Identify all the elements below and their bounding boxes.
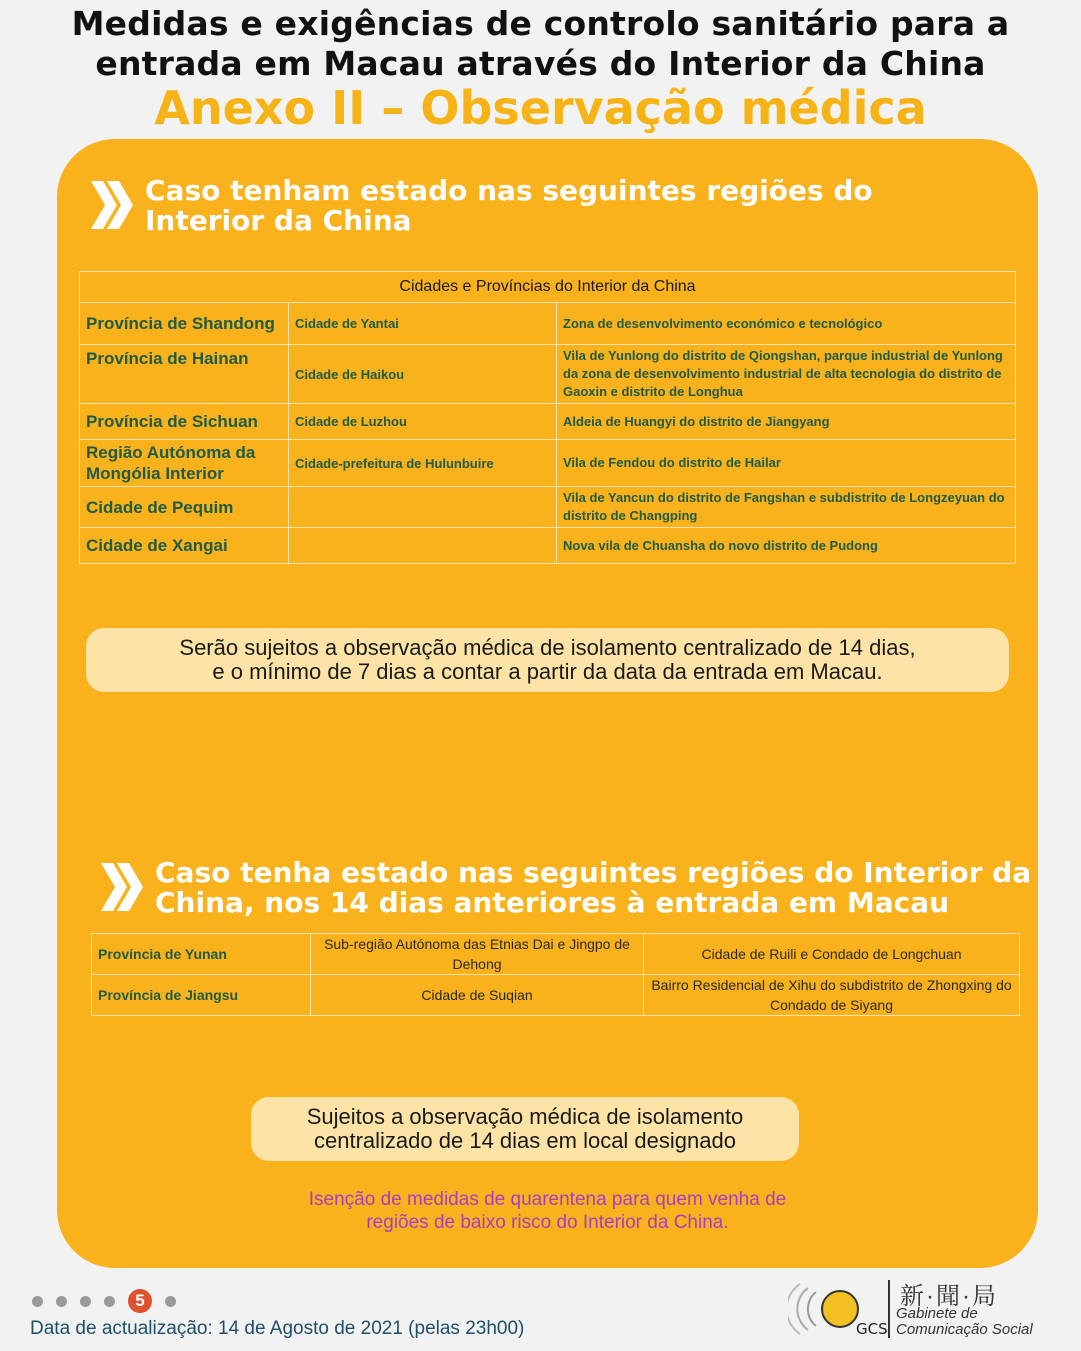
logo-chinese: 新·聞·局 [900, 1283, 998, 1310]
province-cell: Província de Jiangsu [92, 975, 311, 1016]
note-line-2: centralizado de 14 dias em local designado [314, 1128, 736, 1153]
table-row [92, 975, 1020, 1016]
exemption-line-1: Isenção de medidas de quarentena para quem venha de [308, 1189, 787, 1210]
page-dot[interactable] [104, 1296, 115, 1307]
logo-abbr: GCS [856, 1320, 888, 1338]
city-cell [289, 528, 557, 564]
page-title [0, 4, 1081, 84]
section1-title-line-2: Interior da China [145, 204, 412, 237]
page-dot[interactable] [56, 1296, 67, 1307]
section2-title-line-1: Caso tenha estado nas seguintes regiões do Interior da [155, 856, 1032, 889]
province-cell: Região Autónoma da Mongólia Interior [80, 440, 289, 487]
area-cell: Bairro Residencial de Xihu do subdistrito de Zhongxing do Condado de Siyang [644, 975, 1020, 1016]
city-cell: Sub-região Autónoma das Etnias Dai e Jingpo de Dehong [311, 934, 644, 975]
area-cell: Cidade de Ruili e Condado de Longchuan [644, 934, 1020, 975]
area-cell: Vila de Yunlong do distrito de Qiongshan, parque industrial de Yunlong da zona de desenvolvimento industrial de alta tecnologia do distrito de Gaoxin e distrito de Longhua [557, 345, 1016, 404]
isolation-note-2 [251, 1097, 799, 1161]
note-line-1: Sujeitos a observação médica de isolamento [306, 1104, 744, 1129]
table-row [80, 440, 1016, 487]
city-cell: Cidade de Haikou [289, 345, 557, 404]
table-row [80, 345, 1016, 404]
city-cell [289, 487, 557, 528]
update-date: Data de actualização: 14 de Agosto de 2021 (pelas 23h00) [30, 1318, 525, 1339]
area-cell: Nova vila de Chuansha do novo distrito de Pudong [557, 528, 1016, 564]
province-cell: Cidade de Pequim [80, 487, 289, 528]
gcs-emblem-icon [788, 1274, 888, 1344]
section2-title-line-2: China, nos 14 dias anteriores à entrada em Macau [155, 886, 950, 919]
page-indicator [32, 1288, 189, 1314]
city-cell: Cidade de Yantai [289, 303, 557, 345]
regions-table-1 [79, 271, 1016, 564]
table-row [80, 404, 1016, 440]
page-dot[interactable] [80, 1296, 91, 1307]
exemption-line-2: regiões de baixo risco do Interior da China. [366, 1212, 729, 1233]
regions-table-2 [91, 933, 1020, 1016]
logo-portuguese [896, 1306, 1033, 1338]
province-cell: Província de Sichuan [80, 404, 289, 440]
header [0, 4, 1081, 134]
province-cell: Província de Hainan [80, 345, 289, 404]
city-cell: Cidade de Luzhou [289, 404, 557, 440]
table-row [80, 487, 1016, 528]
logo-pt-line-2: Comunicação Social [896, 1321, 1033, 1338]
exemption-note [57, 1188, 1038, 1234]
area-cell: Zona de desenvolvimento económico e tecnológico [557, 303, 1016, 345]
chevron-right-icon [99, 861, 145, 913]
section1-title [145, 176, 873, 236]
note-line-2: e o mínimo de 7 dias a contar a partir da data da entrada em Macau. [212, 659, 883, 684]
area-cell: Aldeia de Huangyi do distrito de Jiangyang [557, 404, 1016, 440]
area-cell: Vila de Fendou do distrito de Hailar [557, 440, 1016, 487]
note-line-1: Serão sujeitos a observação médica de isolamento centralizado de 14 dias, [179, 635, 916, 660]
page-dot[interactable] [165, 1296, 176, 1307]
annex-title: Anexo II – Observação médica [154, 81, 927, 135]
page-dot[interactable] [32, 1296, 43, 1307]
title-line-2: entrada em Macau através do Interior da China [95, 44, 986, 83]
province-cell: Cidade de Xangai [80, 528, 289, 564]
logo-divider [888, 1280, 890, 1338]
title-line-1: Medidas e exigências de controlo sanitário para a [71, 4, 1010, 43]
section1-title-line-1: Caso tenham estado nas seguintes regiões do [145, 174, 873, 207]
table-row [80, 528, 1016, 564]
table-row [92, 934, 1020, 975]
province-cell: Província de Yunan [92, 934, 311, 975]
table-header: Cidades e Províncias do Interior da China [80, 272, 1016, 303]
section2-title [155, 858, 1031, 918]
content-panel [57, 139, 1038, 1268]
logo-pt-line-1: Gabinete de [896, 1305, 978, 1322]
province-cell: Província de Shandong [80, 303, 289, 345]
isolation-note-1 [86, 628, 1009, 692]
area-cell: Vila de Yancun do distrito de Fangshan e subdistrito de Longzeyuan do distrito de Changping [557, 487, 1016, 528]
city-cell: Cidade de Suqian [311, 975, 644, 1016]
gcs-logo [788, 1274, 1068, 1344]
city-cell: Cidade-prefeitura de Hulunbuire [289, 440, 557, 487]
current-page-dot[interactable]: 5 [128, 1289, 152, 1313]
table-row [80, 303, 1016, 345]
chevron-right-icon [89, 179, 135, 231]
